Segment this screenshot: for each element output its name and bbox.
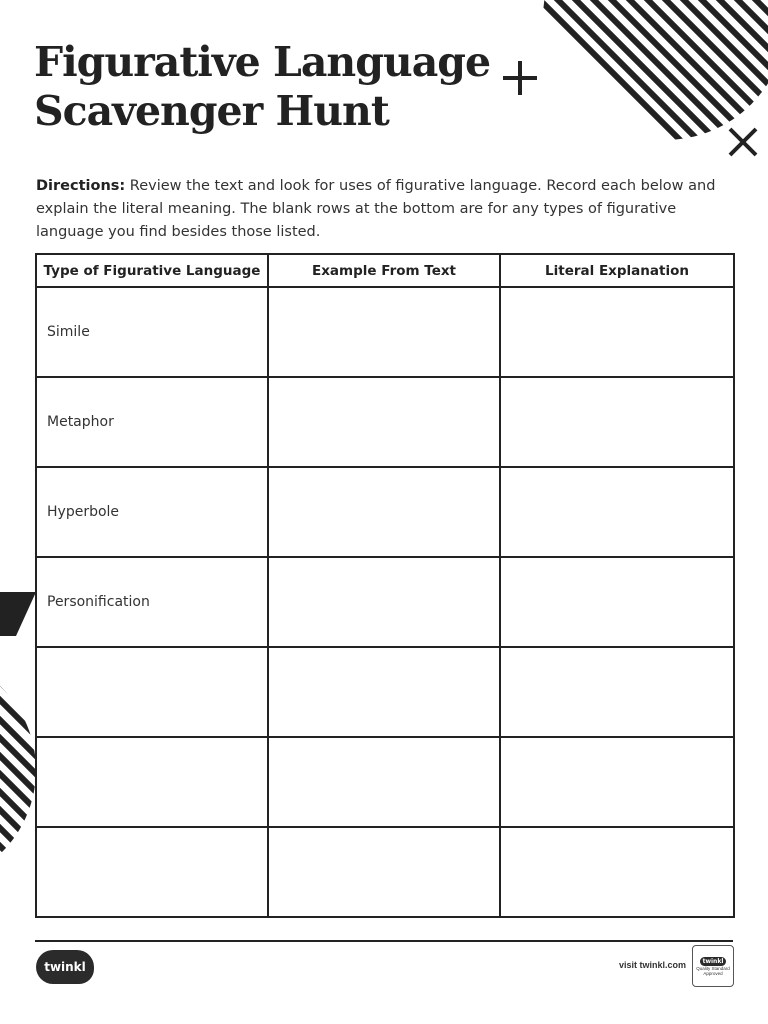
example-cell[interactable] bbox=[268, 827, 500, 917]
table-row bbox=[36, 377, 734, 467]
quality-badge bbox=[692, 945, 734, 987]
table-row bbox=[36, 557, 734, 647]
directions-label: Directions: bbox=[36, 177, 126, 194]
table-row bbox=[36, 467, 734, 557]
explanation-cell[interactable] bbox=[500, 647, 734, 737]
example-cell[interactable] bbox=[268, 737, 500, 827]
triangle-decoration bbox=[0, 592, 36, 636]
cross-icon bbox=[727, 126, 759, 158]
type-cell: Hyperbole bbox=[36, 467, 268, 557]
type-cell[interactable] bbox=[36, 827, 268, 917]
example-cell[interactable] bbox=[268, 287, 500, 377]
column-header-explanation: Literal Explanation bbox=[500, 254, 734, 287]
explanation-cell[interactable] bbox=[500, 737, 734, 827]
table-row bbox=[36, 647, 734, 737]
page-title bbox=[34, 38, 490, 136]
example-cell[interactable] bbox=[268, 557, 500, 647]
example-cell[interactable] bbox=[268, 377, 500, 467]
scavenger-hunt-table bbox=[35, 253, 735, 918]
visit-link[interactable]: visit twinkl.com bbox=[618, 960, 686, 970]
twinkl-logo bbox=[36, 950, 94, 984]
directions-text: Review the text and look for uses of figurative language. Record each below and explain the literal meaning. The blank rows at the bottom are for any types of figurative language you find besides those listed. bbox=[36, 177, 716, 240]
type-cell: Personification bbox=[36, 557, 268, 647]
explanation-cell[interactable] bbox=[500, 467, 734, 557]
type-cell: Simile bbox=[36, 287, 268, 377]
column-header-type: Type of Figurative Language bbox=[36, 254, 268, 287]
example-cell[interactable] bbox=[268, 647, 500, 737]
title-line-1: Figurative Language bbox=[34, 38, 491, 86]
table-header-row bbox=[36, 254, 734, 287]
explanation-cell[interactable] bbox=[500, 827, 734, 917]
table-row bbox=[36, 287, 734, 377]
explanation-cell[interactable] bbox=[500, 377, 734, 467]
striped-semicircle-decoration bbox=[0, 660, 36, 880]
table-row bbox=[36, 827, 734, 917]
footer-divider bbox=[35, 940, 733, 942]
explanation-cell[interactable] bbox=[500, 287, 734, 377]
badge-logo-text: twinkl bbox=[700, 957, 727, 966]
explanation-cell[interactable] bbox=[500, 557, 734, 647]
type-cell: Metaphor bbox=[36, 377, 268, 467]
striped-circle-decoration bbox=[540, 0, 768, 140]
directions bbox=[36, 175, 716, 244]
badge-line-1: Quality Standard bbox=[696, 965, 730, 971]
logo-text: twinkl bbox=[44, 960, 86, 974]
title-line-2: Scavenger Hunt bbox=[34, 87, 389, 135]
plus-icon bbox=[501, 59, 539, 97]
table-row bbox=[36, 737, 734, 827]
example-cell[interactable] bbox=[268, 467, 500, 557]
badge-line-2: Approved bbox=[703, 970, 723, 976]
column-header-example: Example From Text bbox=[268, 254, 500, 287]
type-cell[interactable] bbox=[36, 737, 268, 827]
type-cell[interactable] bbox=[36, 647, 268, 737]
